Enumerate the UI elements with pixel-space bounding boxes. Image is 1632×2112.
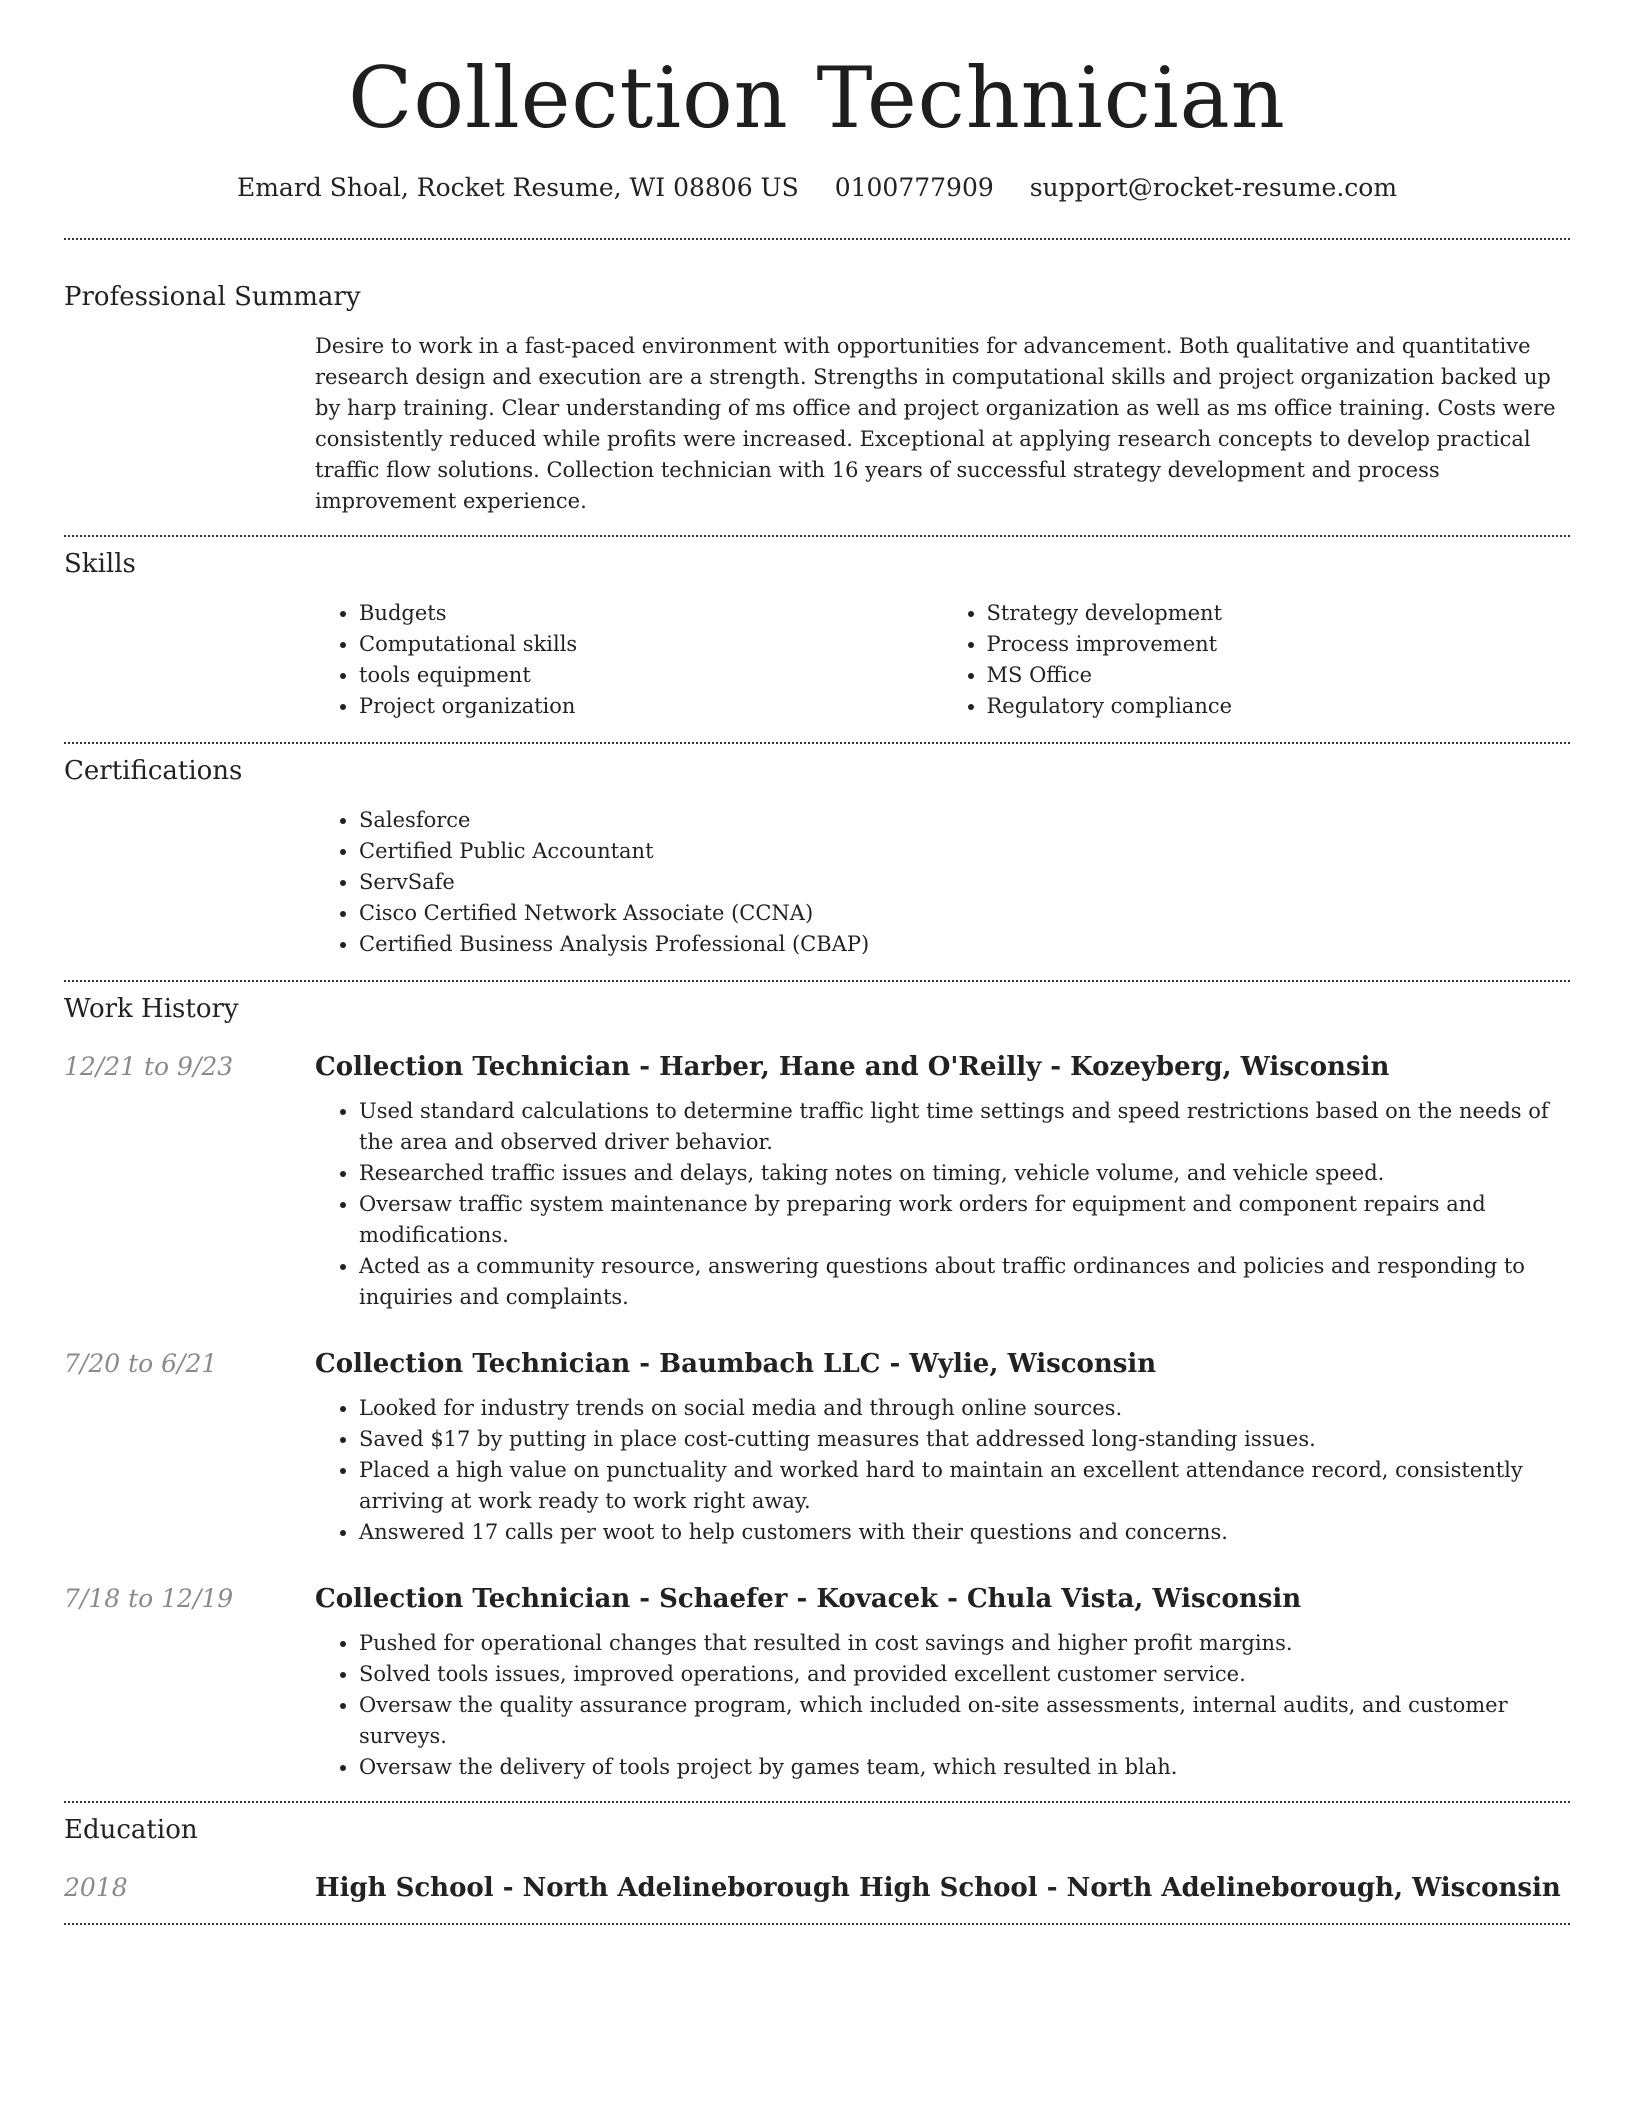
job-bullets xyxy=(315,1393,1570,1548)
job-bullet: • Saved $17 by putting in place cost-cutting measures that addressed long-standing issues. xyxy=(359,1424,1570,1455)
job-title: Collection Technician - Harber, Hane and O'Reilly - Kozeyberg, Wisconsin xyxy=(315,1052,1390,1082)
job-bullet: • Looked for industry trends on social media and through online sources. xyxy=(359,1393,1570,1424)
divider xyxy=(64,1923,1570,1925)
skill-item: • Project organization xyxy=(359,691,943,722)
job-bullets xyxy=(315,1628,1570,1783)
summary-section xyxy=(64,240,1570,517)
skill-item: • tools equipment xyxy=(359,660,943,691)
contact-address: Emard Shoal, Rocket Resume, WI 08806 US xyxy=(236,173,799,202)
certifications-list xyxy=(315,805,1570,960)
job-bullet: • Researched traffic issues and delays, taking notes on timing, vehicle volume, and vehicle speed. xyxy=(359,1158,1570,1189)
job-entry xyxy=(64,1582,1570,1783)
skills-list-left xyxy=(315,598,943,722)
skill-item: • Regulatory compliance xyxy=(987,691,1571,722)
section-heading: Skills xyxy=(64,549,136,579)
skill-item: • Budgets xyxy=(359,598,943,629)
section-heading: Certifications xyxy=(64,756,243,786)
job-bullet: • Acted as a community resource, answering questions about traffic ordinances and policies and responding to inquiries and complaints. xyxy=(359,1251,1570,1313)
skill-item: • Process improvement xyxy=(987,629,1571,660)
certification-item: • Certified Public Accountant xyxy=(359,836,1570,867)
summary-text: Desire to work in a fast-paced environment with opportunities for advancement. Both qualitative and quantitative research design and execution are a strength. Strengths in computational skills and project organization backed up by harp training. Clear understanding of ms office and project organization as well as ms office training. Costs were consistently reduced while profits were increased. Exceptional at applying research concepts to develop practical traffic flow solutions. Collection technician with 16 years of successful strategy development and process improvement experience. xyxy=(315,334,1556,513)
job-dates: 12/21 to 9/23 xyxy=(64,1052,234,1081)
section-heading: Education xyxy=(64,1815,198,1845)
contact-email: support@rocket-resume.com xyxy=(1029,173,1398,202)
contact-line xyxy=(64,172,1570,204)
job-bullet: • Solved tools issues, improved operations, and provided excellent customer service. xyxy=(359,1659,1570,1690)
skills-list-right xyxy=(943,598,1571,722)
skill-item: • Strategy development xyxy=(987,598,1571,629)
job-entry xyxy=(64,1347,1570,1548)
job-bullet: • Oversaw traffic system maintenance by preparing work orders for equipment and component repairs and modifications. xyxy=(359,1189,1570,1251)
job-dates: 7/18 to 12/19 xyxy=(64,1584,234,1613)
education-title: High School - North Adelineborough High School - North Adelineborough, Wisconsin xyxy=(315,1873,1561,1903)
job-title: Collection Technician - Schaefer - Kovacek - Chula Vista, Wisconsin xyxy=(315,1584,1302,1614)
education-section xyxy=(64,1803,1570,1905)
resume-page xyxy=(64,0,1570,1925)
job-entry xyxy=(64,1050,1570,1313)
job-title: Collection Technician - Baumbach LLC - Wylie, Wisconsin xyxy=(315,1349,1157,1379)
skill-item: • MS Office xyxy=(987,660,1571,691)
education-year: 2018 xyxy=(64,1873,128,1902)
certification-item: • ServSafe xyxy=(359,867,1570,898)
section-heading: Work History xyxy=(64,994,239,1024)
job-bullet: • Used standard calculations to determine traffic light time settings and speed restrictions based on the needs of the area and observed driver behavior. xyxy=(359,1096,1570,1158)
job-bullet: • Oversaw the quality assurance program, which included on-site assessments, internal audits, and customer surveys. xyxy=(359,1690,1570,1752)
job-bullet: • Answered 17 calls per woot to help customers with their questions and concerns. xyxy=(359,1517,1570,1548)
job-bullet: • Placed a high value on punctuality and worked hard to maintain an excellent attendance record, consistently arriving at work ready to work right away. xyxy=(359,1455,1570,1517)
skill-item: • Computational skills xyxy=(359,629,943,660)
resume-title: Collection Technician xyxy=(348,49,1286,147)
certification-item: • Certified Business Analysis Professional (CBAP) xyxy=(359,929,1570,960)
skills-section xyxy=(64,537,1570,722)
education-entry xyxy=(64,1871,1570,1905)
job-bullet: • Oversaw the delivery of tools project by games team, which resulted in blah. xyxy=(359,1752,1570,1783)
job-bullets xyxy=(315,1096,1570,1313)
certification-item: • Cisco Certified Network Associate (CCNA) xyxy=(359,898,1570,929)
work-history-section xyxy=(64,982,1570,1783)
job-dates: 7/20 to 6/21 xyxy=(64,1349,218,1378)
section-heading: Professional Summary xyxy=(64,282,361,312)
job-bullet: • Pushed for operational changes that resulted in cost savings and higher profit margins. xyxy=(359,1628,1570,1659)
certification-item: • Salesforce xyxy=(359,805,1570,836)
contact-phone: 0100777909 xyxy=(834,173,994,202)
certifications-section xyxy=(64,744,1570,960)
